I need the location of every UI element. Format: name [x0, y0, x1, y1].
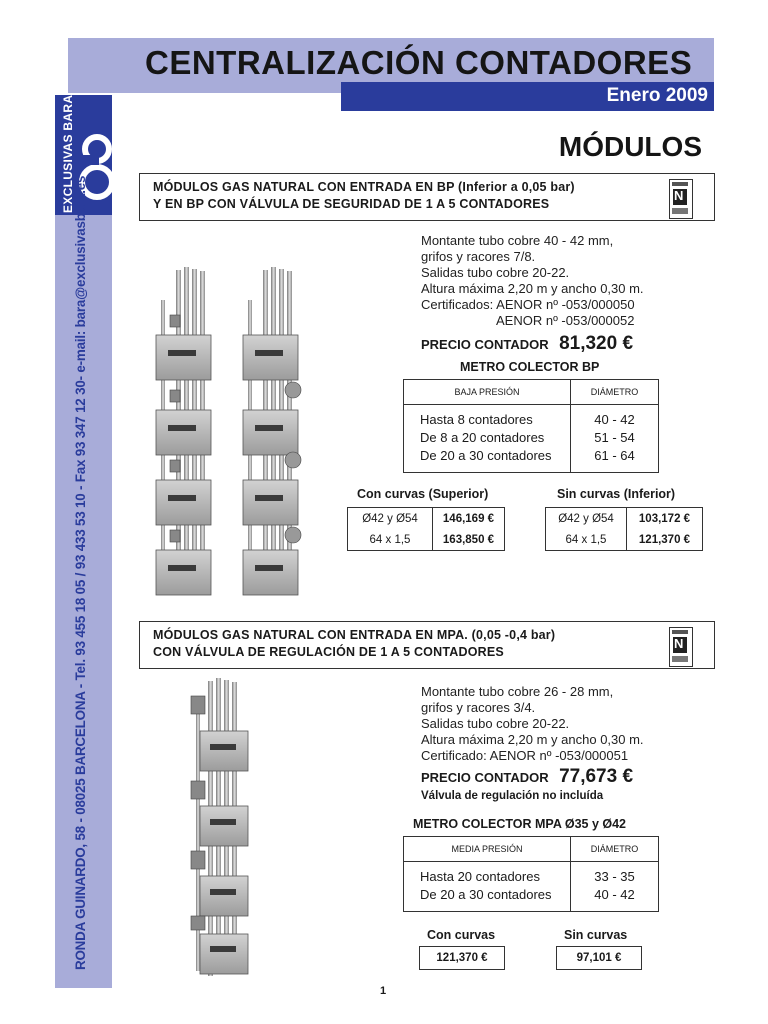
section1-heading-box — [139, 173, 715, 221]
row-value: 51 - 54 — [594, 430, 635, 445]
desc-line: grifos y racores 7/8. — [421, 249, 536, 264]
desc-line: AENOR nº -053/000052 — [496, 313, 635, 328]
row-label: Hasta 20 contadores — [420, 869, 540, 884]
table-cell — [571, 862, 659, 912]
collector-title: METRO COLECTOR MPA Ø35 y Ø42 — [413, 817, 627, 831]
price-cell: 163,850 € — [442, 533, 495, 546]
desc-line: grifos y racores 3/4. — [421, 700, 536, 715]
section-title: MÓDULOS — [558, 131, 702, 162]
gas-meter-module-image — [148, 255, 328, 600]
desc-line: Montante tubo cobre 26 - 28 mm, — [421, 684, 614, 699]
table-header: BAJA PRESIÓN — [404, 380, 571, 405]
row-value: 61 - 64 — [594, 448, 635, 463]
price-value: 81,320 € — [559, 333, 634, 354]
row-value: 33 - 35 — [594, 869, 635, 884]
table-cell — [571, 405, 659, 473]
sin-curvas-title: Sin curvas (Inferior) — [557, 487, 676, 501]
price-label: PRECIO CONTADOR — [421, 770, 549, 785]
price-cell: 146,169 € — [442, 512, 495, 525]
certification-icon: N — [669, 179, 693, 219]
section1-description — [421, 233, 644, 329]
price-cell: 121,370 € — [638, 533, 691, 546]
section2-heading-line2: CON VÁLVULA DE REGULACIÓN DE 1 A 5 CONTADORES — [153, 645, 504, 659]
size-cell: Ø42 y Ø54 — [546, 508, 627, 530]
table-cell — [404, 862, 571, 912]
module-illustration-mpa — [188, 676, 268, 981]
collector-table — [403, 379, 659, 473]
row-label: De 20 a 30 contadores — [420, 448, 552, 463]
section1-heading-line2: Y EN BP CON VÁLVULA DE SEGURIDAD DE 1 A 5 CONTADORES — [153, 197, 550, 211]
date-label: Enero 2009 — [606, 85, 708, 106]
section1-heading-line1: MÓDULOS GAS NATURAL CON ENTRADA EN BP (Inferior a 0,05 bar) — [153, 180, 575, 194]
desc-line: Altura máxima 2,20 m y ancho 0,30 m. — [421, 281, 644, 296]
section2-heading-box — [139, 621, 715, 669]
section1-price — [421, 333, 633, 355]
sin-curvas-table — [545, 507, 703, 551]
con-curvas-price: 121,370 € — [419, 946, 505, 970]
row-value: 40 - 42 — [594, 412, 635, 427]
table-header: MEDIA PRESIÓN — [404, 837, 571, 862]
price-label: PRECIO CONTADOR — [421, 337, 549, 352]
table-header: DIÁMETRO — [571, 837, 659, 862]
section2-price — [421, 766, 633, 788]
desc-line: Certificado: AENOR nº -053/000051 — [421, 748, 629, 763]
section2-heading-line1: MÓDULOS GAS NATURAL CON ENTRADA EN MPA. (0,05 -0,4 bar) — [153, 628, 556, 642]
con-curvas-title: Con curvas (Superior) — [357, 487, 489, 501]
page-number: 1 — [380, 985, 387, 997]
sin-curvas-title: Sin curvas — [564, 928, 628, 942]
desc-line: Altura máxima 2,20 m y ancho 0,30 m. — [421, 732, 644, 747]
row-label: De 20 a 30 contadores — [420, 887, 552, 902]
row-label: De 8 a 20 contadores — [420, 430, 545, 445]
certification-icon: N — [669, 627, 693, 667]
row-label: Hasta 8 contadores — [420, 412, 533, 427]
size-cell: 64 x 1,5 — [348, 529, 433, 551]
collector-title: METRO COLECTOR BP — [460, 360, 600, 374]
page-title: CENTRALIZACIÓN CONTADORES — [145, 44, 693, 81]
table-header: DIÁMETRO — [571, 380, 659, 405]
row-value: 40 - 42 — [594, 887, 635, 902]
module-illustration-bp — [148, 255, 328, 600]
section2-description — [421, 684, 644, 764]
con-curvas-table — [347, 507, 505, 551]
desc-line: Salidas tubo cobre 20-22. — [421, 265, 570, 280]
size-cell: Ø42 y Ø54 — [348, 508, 433, 530]
desc-line: Salidas tubo cobre 20-22. — [421, 716, 570, 731]
con-curvas-title: Con curvas — [427, 928, 496, 942]
table-cell — [404, 405, 571, 473]
desc-line: Certificados: AENOR nº -053/000050 — [421, 297, 635, 312]
contact-address: RONDA GUINARDO, 58 - 08025 BARCELONA - Tel. 93 455 18 05 / 93 433 53 10 - Fax 93 347 12 30- e-mail: bara@exclusivasbara.es — [73, 175, 88, 970]
gas-meter-module-image — [188, 676, 268, 981]
desc-line: Montante tubo cobre 40 - 42 mm, — [421, 233, 614, 248]
brand-name: EXCLUSIVAS BARA — [61, 94, 75, 213]
price-value: 77,673 € — [559, 766, 634, 787]
price-note: Válvula de regulación no incluída — [421, 790, 604, 802]
price-cell: 103,172 € — [638, 512, 691, 525]
sin-curvas-price: 97,101 € — [556, 946, 642, 970]
collector-table — [403, 836, 659, 912]
size-cell: 64 x 1,5 — [546, 529, 627, 551]
